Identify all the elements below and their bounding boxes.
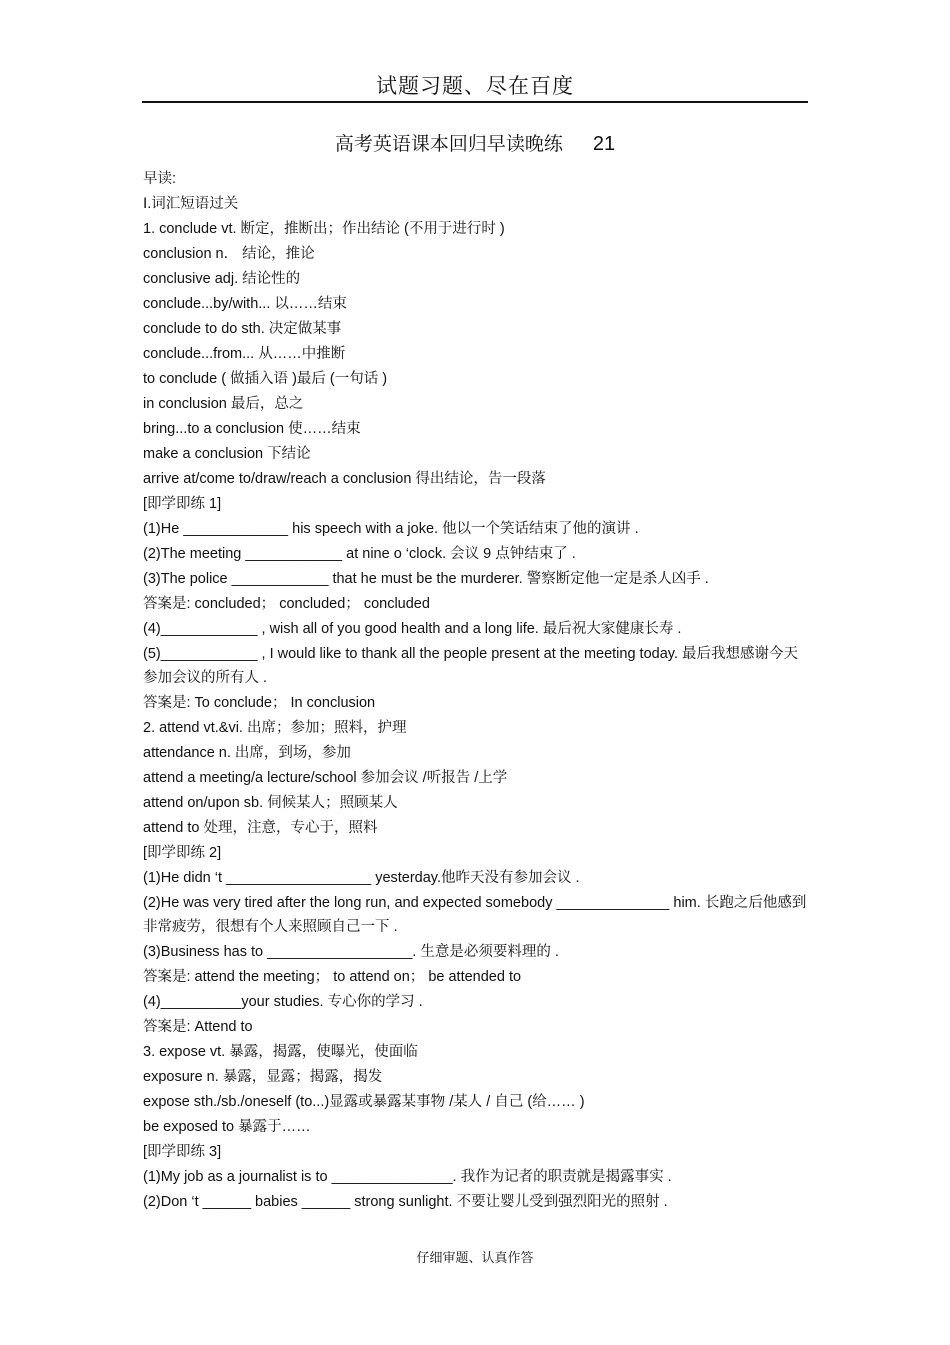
- text-line: (2)He was very tired after the long run, and expected somebody ______________ him. 长跑之后他感到非常疲劳，很想有个人来照顾自己一下 .: [143, 895, 807, 935]
- text-line: 答案是: Attend to: [143, 1019, 253, 1035]
- text-line: attend to 处理，注意，专心于，照料: [143, 820, 378, 836]
- text-line: attend on/upon sb. 伺候某人；照顾某人: [143, 795, 398, 811]
- text-line: 答案是: concluded； concluded； concluded: [143, 596, 430, 612]
- text-line: [即学即练 1]: [143, 496, 222, 512]
- text-line: 2. attend vt.&vi. 出席；参加；照料，护理: [143, 720, 407, 736]
- page-footer: 仔细审题、认真作答: [416, 1251, 534, 1266]
- text-line: 3. expose vt. 暴露，揭露，使曝光，使面临: [143, 1044, 418, 1060]
- text-line: (2)Don ‘t ______ babies ______ strong sunlight. 不要让婴儿受到强烈阳光的照射 .: [143, 1194, 668, 1210]
- text-line: (5)____________ , I would like to thank all the people present at the meeting today. 最后我想感谢今天参加会议的所有人 .: [143, 646, 799, 686]
- text-line: (2)The meeting ____________ at nine o ‘clock. 会议 9 点钟结束了 .: [143, 546, 576, 562]
- text-line: Ⅰ.词汇短语过关: [143, 196, 239, 212]
- header-divider: [142, 101, 808, 103]
- text-line: conclusive adj. 结论性的: [143, 271, 301, 287]
- text-line: be exposed to 暴露于……: [143, 1119, 311, 1135]
- document-body: [143, 167, 808, 1215]
- text-line: expose sth./sb./oneself (to...)显露或暴露某事物 /某人 / 自己 (给…… ): [143, 1094, 585, 1110]
- text-line: (1)He didn ‘t __________________ yesterday.他昨天没有参加会议 .: [143, 870, 580, 886]
- text-line: (4)____________ , wish all of you good health and a long life. 最后祝大家健康长寿 .: [143, 621, 682, 637]
- text-line: bring...to a conclusion 使……结束: [143, 421, 361, 437]
- document-title: [0, 129, 950, 156]
- text-line: (3)Business has to __________________. 生意是必须要料理的 .: [143, 944, 559, 960]
- title-text: 高考英语课本回归早读晚练: [334, 133, 563, 155]
- text-line: conclude to do sth. 决定做某事: [143, 321, 342, 337]
- text-line: in conclusion 最后，总之: [143, 396, 304, 412]
- text-line: attend a meeting/a lecture/school 参加会议 /听报告 /上学: [143, 770, 508, 786]
- text-line: conclude...by/with... 以……结束: [143, 296, 347, 312]
- text-line: 1. conclude vt. 断定，推断出；作出结论 (不用于进行时 ): [143, 221, 505, 237]
- title-number: 21: [592, 133, 616, 155]
- text-line: 答案是: attend the meeting； to attend on； be attended to: [143, 969, 522, 985]
- text-line: 答案是: To conclude； In conclusion: [143, 695, 376, 711]
- text-line: to conclude ( 做插入语 )最后 (一句话 ): [143, 371, 388, 387]
- text-line: (4)__________your studies. 专心你的学习 .: [143, 994, 423, 1010]
- text-line: conclusion n． 结论，推论: [143, 246, 315, 262]
- page-header: 试题习题、尽在百度: [376, 74, 574, 98]
- text-line: 早读:: [143, 171, 177, 187]
- text-line: conclude...from... 从……中推断: [143, 346, 346, 362]
- text-line: make a conclusion 下结论: [143, 446, 311, 462]
- text-line: exposure n. 暴露，显露；揭露，揭发: [143, 1069, 383, 1085]
- text-line: attendance n. 出席，到场，参加: [143, 745, 351, 761]
- text-line: (1)He _____________ his speech with a joke. 他以一个笑话结束了他的演讲 .: [143, 521, 639, 537]
- text-line: (1)My job as a journalist is to _______________. 我作为记者的职责就是揭露事实 .: [143, 1169, 672, 1185]
- text-line: arrive at/come to/draw/reach a conclusion 得出结论，告一段落: [143, 471, 546, 487]
- text-line: (3)The police ____________ that he must be the murderer. 警察断定他一定是杀人凶手 .: [143, 571, 709, 587]
- text-line: [即学即练 3]: [143, 1144, 222, 1160]
- text-line: [即学即练 2]: [143, 845, 222, 861]
